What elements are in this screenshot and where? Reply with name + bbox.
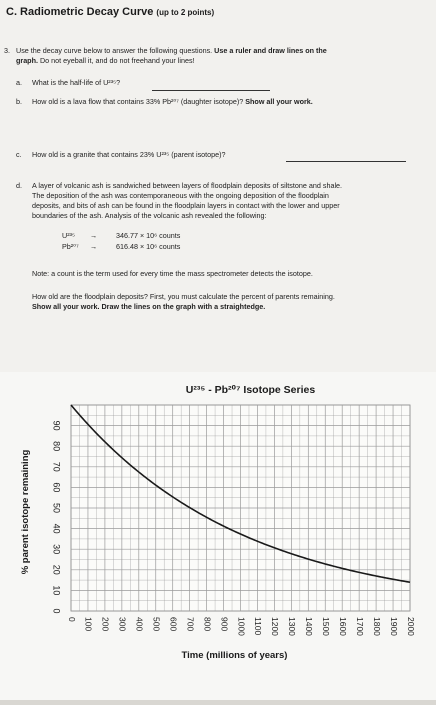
question-d-line-1: A layer of volcanic ash is sandwiched between layers of floodplain deposits of siltstone and shale.	[32, 181, 343, 190]
question-d-line-2: The deposition of the ash was contemporaneous with the ongoing deposition of the floodplain	[32, 191, 329, 200]
question-d-letter: d.	[16, 181, 22, 190]
decay-chart-panel	[0, 372, 436, 700]
question-d-prompt: How old are the floodplain deposits? First, you must calculate the percent of parents remaining.	[32, 292, 335, 301]
answer-line-a[interactable]	[152, 90, 270, 91]
isotope-row	[62, 231, 186, 242]
y-tick-label: 70	[51, 461, 62, 472]
x-tick-label: 1200	[270, 617, 281, 636]
question-3-number: 3.	[4, 46, 10, 55]
x-tick-label: 1000	[236, 617, 247, 636]
instruction-line2-rest: Do not eyeball it, and do not freehand your lines!	[39, 56, 195, 65]
question-c-text: How old is a granite that contains 23% U²³⁵ (parent isotope)?	[32, 150, 226, 159]
chart-title: U²³⁵ - Pb²⁰⁷ Isotope Series	[185, 384, 316, 396]
question-b-letter: b.	[16, 97, 22, 106]
instruction-line2-bold: graph.	[16, 56, 38, 65]
section-points: (up to 2 points)	[156, 8, 215, 17]
question-d-line-4: boundaries of the ash. Analysis of the volcanic ash revealed the following:	[32, 211, 267, 220]
x-tick-label: 1800	[371, 617, 382, 636]
isotope-counts-table	[62, 231, 186, 253]
section-title-text: C. Radiometric Decay Curve	[6, 6, 154, 18]
x-tick-label: 300	[117, 617, 128, 632]
isotope-name: Pb²⁰⁷	[62, 242, 79, 251]
isotope-row	[62, 242, 186, 253]
question-b-bold: Show all your work.	[245, 97, 313, 106]
y-tick-label: 20	[51, 564, 62, 575]
y-tick-label: 50	[51, 502, 62, 514]
x-tick-label: 200	[100, 617, 111, 632]
decay-chart[interactable]	[0, 372, 436, 700]
y-tick-label: 90	[51, 420, 62, 431]
isotope-count: 346.77 × 10⁶ counts	[116, 231, 181, 240]
arrow-icon: →	[90, 242, 98, 251]
instruction-text: Use the decay curve below to answer the following questions.	[16, 46, 213, 55]
y-tick-label: 30	[51, 544, 62, 555]
instruction-bold: Use a ruler and draw lines on the	[214, 46, 327, 55]
x-tick-label: 100	[83, 617, 94, 632]
note-text: Note: a count is the term used for every time the mass spectrometer detects the isotope.	[32, 269, 313, 278]
y-tick-label: 10	[51, 585, 62, 596]
question-c-letter: c.	[16, 150, 22, 159]
x-tick-label: 800	[202, 617, 213, 632]
isotope-count: 616.48 × 10⁶ counts	[116, 242, 181, 251]
question-3-instruction-line2	[16, 57, 195, 65]
x-tick-label: 700	[185, 617, 196, 632]
question-d-line-3: deposits, and bits of ash can be found in the floodplain layers in contact with the lower and upper	[32, 201, 340, 210]
x-tick-label: 1600	[337, 617, 348, 636]
x-tick-label: 400	[134, 617, 145, 632]
question-3-instruction	[16, 47, 327, 55]
x-axis-label: Time (millions of years)	[181, 650, 288, 661]
x-tick-label: 1700	[354, 617, 365, 636]
question-b-text	[32, 98, 313, 106]
y-tick-label: 80	[51, 441, 62, 452]
x-tick-label: 1300	[287, 617, 298, 636]
question-a-text: What is the half-life of U²³⁵?	[32, 78, 121, 87]
x-tick-label: 1500	[321, 617, 331, 636]
x-tick-label: 600	[168, 617, 179, 632]
y-axis-label: % parent isotope remaining	[20, 449, 31, 575]
arrow-icon: →	[90, 231, 98, 240]
question-d-prompt-bold: Show all your work. Draw the lines on the graph with a straightedge.	[32, 302, 266, 311]
y-tick-label: 40	[51, 523, 62, 534]
x-tick-label: 1100	[253, 617, 264, 636]
x-tick-label: 2000	[405, 617, 416, 636]
x-tick-label: 900	[219, 617, 230, 632]
question-a-letter: a.	[16, 78, 22, 87]
section-title	[6, 6, 214, 19]
x-tick-label: 500	[151, 617, 162, 632]
answer-line-c[interactable]	[286, 161, 406, 162]
x-tick-label: 1900	[388, 617, 399, 636]
isotope-name: U²³⁵	[62, 231, 75, 240]
x-tick-label: 0	[66, 617, 77, 622]
question-b-body: How old is a lava flow that contains 33% Pb²⁰⁷ (daughter isotope)?	[32, 97, 244, 106]
y-tick-label: 60	[51, 482, 62, 493]
x-tick-label: 1400	[304, 617, 315, 636]
y-tick-label: 0	[51, 608, 62, 614]
